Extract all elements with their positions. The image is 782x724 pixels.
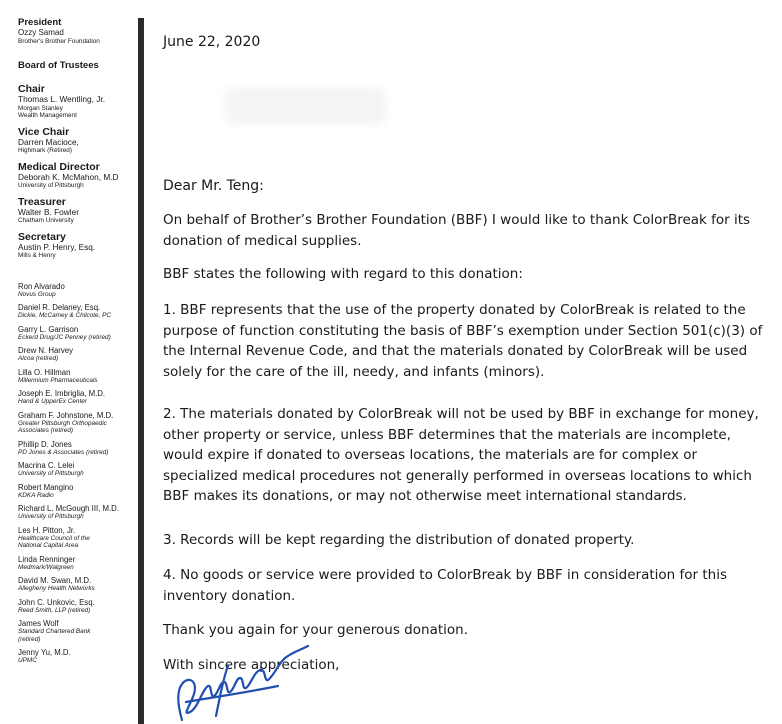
sidebar-divider bbox=[138, 18, 144, 724]
redacted-address bbox=[226, 88, 386, 124]
trustee-affiliation: Healthcare Council of the bbox=[18, 534, 90, 542]
trustee-name: James Wolf bbox=[18, 619, 59, 628]
trustee-name: John C. Unkovic, Esq. bbox=[18, 597, 95, 607]
officer-affiliation: Chatham University bbox=[18, 217, 74, 224]
trustee-name: Robert Mangino bbox=[18, 482, 74, 492]
trustee-entry bbox=[18, 440, 138, 457]
trustee-sidebar bbox=[0, 0, 138, 724]
trustee-name: Les H. Pitton, Jr. bbox=[18, 525, 76, 535]
trustee-affiliation: Standard Chartered Bank bbox=[18, 628, 91, 635]
trustee-name: Richard L. McGough III, M.D. bbox=[18, 504, 119, 513]
officer-entry bbox=[18, 196, 138, 225]
trustee-entry bbox=[18, 389, 138, 406]
letter-date: June 22, 2020 bbox=[163, 34, 261, 50]
sign-off: With sincere appreciation, bbox=[163, 657, 340, 673]
paragraph-point-2: 2. The materials donated by ColorBreak will not be used by BBF in exchange for money, other property or service, unless BBF determines that the materials are incomplete, would expire if donated to overseas locations, the materials are for complex or specialized medical procedures not generally performed in overseas locations to which BBF makes its donations, or may not otherwise meet international standards. bbox=[163, 406, 759, 504]
trustee-name: Joseph E. Imbriglia, M.D. bbox=[18, 389, 106, 398]
trustee-list bbox=[18, 282, 138, 665]
trustee-entry bbox=[18, 504, 138, 521]
officer-role: Vice Chair bbox=[18, 125, 70, 138]
paragraph-point-4: 4. No goods or service were provided to ColorBreak by BBF in consideration for this inventory donation. bbox=[163, 567, 727, 604]
trustee-entry bbox=[18, 619, 138, 643]
trustee-affiliation: (retired) bbox=[18, 635, 41, 643]
trustee-affiliation: University of Pittsburgh bbox=[18, 513, 84, 520]
officer-affiliation: University of Pittsburgh bbox=[18, 182, 84, 189]
trustee-entry bbox=[18, 368, 138, 385]
trustee-name: Jenny Yu, M.D. bbox=[18, 648, 71, 657]
officer-name: Thomas L. Wentling, Jr. bbox=[18, 94, 105, 104]
officer-entry bbox=[18, 231, 138, 260]
trustee-name: Garry L. Garrison bbox=[18, 324, 79, 334]
trustee-entry bbox=[18, 325, 138, 342]
officer-affiliation: Wealth Management bbox=[18, 112, 77, 119]
trustee-entry bbox=[18, 483, 138, 500]
trustee-affiliation: University of Pittsburgh bbox=[18, 470, 84, 477]
trustee-affiliation: Greater Pittsburgh Orthopaedic bbox=[18, 419, 107, 427]
trustee-name: Lilla O. Hillman bbox=[18, 367, 71, 377]
officer-entry bbox=[18, 161, 138, 190]
officer-role: Medical Director bbox=[18, 160, 100, 173]
officer-affiliation: Highmark (Retired) bbox=[18, 147, 72, 154]
trustee-name: Ron Alvarado bbox=[18, 281, 65, 291]
trustee-entry bbox=[18, 346, 138, 363]
paragraph-intro: BBF states the following with regard to this donation: bbox=[163, 266, 523, 282]
president-affiliation: Brother's Brother Foundation bbox=[18, 37, 100, 45]
trustee-affiliation: PD Jones & Associates (retired) bbox=[18, 448, 109, 456]
trustee-entry bbox=[18, 598, 138, 615]
trustee-name: Drew N. Harvey bbox=[18, 346, 74, 355]
trustee-affiliation: Associates (retired) bbox=[18, 427, 74, 434]
trustee-entry bbox=[18, 282, 138, 299]
handwritten-signature bbox=[168, 636, 318, 724]
trustee-name: Daniel R. Delaney, Esq. bbox=[18, 303, 101, 312]
trustee-entry bbox=[18, 461, 138, 478]
trustee-affiliation: UPMC bbox=[18, 657, 37, 664]
trustee-affiliation: Hand & UpperEx Center bbox=[18, 398, 87, 405]
trustee-entry bbox=[18, 648, 138, 665]
paragraph-closing: Thank you again for your generous donation. bbox=[163, 622, 468, 638]
trustee-affiliation: Millennium Pharmaceuticals bbox=[18, 376, 98, 384]
officer-affiliation: Morgan Stanley bbox=[18, 104, 63, 112]
officer-name: Austin P. Henry, Esq. bbox=[18, 241, 96, 252]
officer-affiliation: Mills & Henry bbox=[18, 252, 56, 259]
president-name: Ozzy Samad bbox=[18, 28, 64, 37]
trustee-affiliation: Allegheny Health Networks bbox=[18, 585, 95, 592]
trustee-entry bbox=[18, 303, 138, 320]
officer-entry bbox=[18, 83, 138, 120]
trustee-entry bbox=[18, 526, 138, 550]
trustee-name: Linda Renninger bbox=[18, 554, 76, 564]
salutation: Dear Mr. Teng: bbox=[163, 178, 264, 194]
trustee-affiliation: Novus Group bbox=[18, 290, 56, 298]
paragraph-point-1: 1. BBF represents that the use of the property donated by ColorBreak is related to the purpose of function constituting the basis of BBF’s exemption under Section 501(c)(3) of the Internal Revenue Code, and that the materials donated by ColorBreak will be used solely for the care of the ill, needy, and infants (minors). bbox=[163, 302, 763, 380]
officer-name: Walter B. Fowler bbox=[18, 206, 80, 217]
president-role: President bbox=[18, 17, 62, 28]
trustee-affiliation: Medmark/Walgreen bbox=[18, 563, 74, 571]
paragraph-thanks: On behalf of Brother’s Brother Foundation (BBF) I would like to thank ColorBreak for its donation of medical supplies. bbox=[163, 212, 751, 249]
officer-name: Deborah K. McMahon, M.D bbox=[18, 171, 119, 182]
trustee-name: Graham F. Johnstone, M.D. bbox=[18, 410, 114, 420]
trustee-entry bbox=[18, 555, 138, 572]
officer-role: Secretary bbox=[18, 230, 66, 243]
trustee-name: David M. Swan, M.D. bbox=[18, 576, 92, 585]
trustee-affiliation: Reed Smith, LLP (retired) bbox=[18, 606, 91, 614]
officer-role: Chair bbox=[18, 83, 45, 95]
president-block bbox=[18, 17, 138, 45]
board-heading: Board of Trustees bbox=[18, 60, 99, 71]
trustee-affiliation: KDKA Radio bbox=[18, 491, 54, 499]
officer-list bbox=[18, 83, 138, 260]
paragraph-point-3: 3. Records will be kept regarding the distribution of donated property. bbox=[163, 532, 635, 548]
trustee-affiliation: National Capital Area bbox=[18, 542, 79, 549]
trustee-entry bbox=[18, 576, 138, 593]
officer-role: Treasurer bbox=[18, 195, 66, 208]
trustee-affiliation: Dickie, McCamey & Chilcote, PC bbox=[18, 312, 112, 319]
trustee-affiliation: Alcoa (retired) bbox=[18, 355, 59, 362]
trustee-affiliation: Eckerd Drug/JC Penney (retired) bbox=[18, 333, 111, 341]
trustee-name: Phillip D. Jones bbox=[18, 439, 72, 449]
trustee-name: Macrina C. Lelei bbox=[18, 461, 75, 470]
officer-name: Darren Macioce, bbox=[18, 136, 79, 147]
officer-entry bbox=[18, 126, 138, 155]
trustee-entry bbox=[18, 411, 138, 435]
